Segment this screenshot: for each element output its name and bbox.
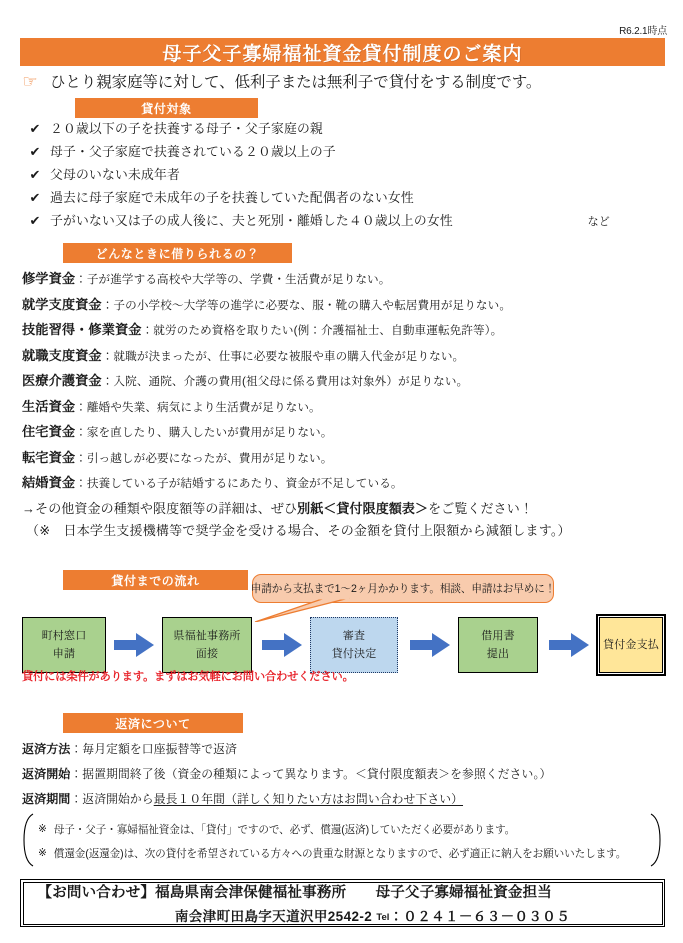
list-item-label: 子がいない又は子の成人後に、夫と死別・離婚した４０歳以上の女性: [50, 213, 453, 228]
flow-step-1: [22, 617, 106, 673]
contact-address: 南会津町田島字天道沢甲2542-2: [174, 909, 373, 924]
list-item-label: 過去に母子家庭で未成年の子を扶養していた配偶者のない女性: [50, 190, 414, 205]
scholarship-note: （※ 日本学生支援機構等で奨学金を受ける場合、その金額を貸付上限額から減額します。）: [26, 523, 571, 538]
list-item-label: 母子・父子家庭で扶養されている２０歳以上の子: [50, 144, 336, 159]
section-header-flow: [63, 570, 248, 590]
fund-name: 医療介護資金: [22, 373, 102, 388]
repayment-details: [22, 740, 677, 815]
fund-desc: ：就職が決まったが、仕事に必要な被服や車の購入代金が足りない。: [101, 349, 465, 363]
eligibility-list: [20, 118, 665, 233]
notice-mark-icon: ※: [38, 847, 47, 859]
flow-step-1-line2: 申請: [52, 647, 76, 660]
repayment-row: [22, 765, 677, 790]
flow-arrow-3-icon: [410, 633, 450, 657]
fund-desc: ：家を直したり、購入したいが費用が足りない。: [75, 426, 333, 439]
flow-step-3-line2: 貸付決定: [331, 647, 377, 660]
fund-row: [22, 447, 677, 473]
fund-desc: ：子が進学する高校や大学等の、学費・生活費が足りない。: [75, 273, 391, 286]
lead-row: [20, 70, 665, 92]
flow-step-5-line1: 貸付金支払: [603, 638, 659, 651]
fund-name: 生活資金: [22, 398, 76, 414]
fund-row: [22, 268, 677, 294]
repayment-label: 返済開始: [22, 767, 71, 781]
flow-arrow-4-icon: [549, 633, 589, 657]
application-flow-chart: [22, 617, 667, 673]
fund-row: [22, 421, 677, 447]
list-item: [20, 118, 665, 141]
contact-tel: ：０２４１－６３－０３０５: [389, 909, 571, 924]
list-item: [20, 164, 665, 187]
flow-step-4-line1: 借用書: [481, 629, 515, 642]
check-icon: ✔: [29, 190, 41, 205]
fund-name: 転宅資金: [22, 449, 76, 465]
flow-step-4: [458, 617, 538, 673]
repayment-value: ：返済開始から: [70, 792, 154, 806]
fund-name: 技能習得・修業資金: [22, 322, 142, 337]
flow-step-1-line1: 町村窓口: [41, 629, 87, 642]
section-header-when-label: どんなときに借りられるの？: [95, 246, 260, 261]
flow-step-2-line1: 県福祉事務所: [173, 629, 241, 642]
fund-row: [22, 472, 677, 498]
section-header-repayment-label: 返済について: [115, 716, 191, 731]
fund-name: 修学資金: [22, 271, 76, 286]
flow-step-2: [162, 617, 252, 673]
fund-name: 住宅資金: [22, 424, 76, 439]
repayment-row: [22, 740, 677, 765]
fund-desc: ：子の小学校～大学等の進学に必要な、服・靴の購入や転居費用が足りない。: [101, 298, 512, 312]
flow-callout-text: 申請から支払まで1～2ヶ月かかります。相談、申請はお早めに！: [250, 583, 556, 595]
contact-office: 【お問い合わせ】福島県南会津保健福祉事務所 母子父子寡婦福祉資金担当: [37, 885, 552, 901]
fund-desc: ：扶養している子が結婚するにあたり、資金が不足している。: [75, 477, 403, 490]
fund-desc: ：離婚や失業、病気により生活費が足りない。: [75, 400, 321, 414]
flow-step-3-line1: 審査: [342, 629, 366, 642]
flow-step-5: [599, 617, 663, 673]
right-brace-icon: [650, 813, 662, 867]
section-header-repayment: [63, 713, 243, 733]
section-header-target-label: 貸付対象: [141, 101, 192, 116]
fund-row: [22, 396, 677, 422]
section-header-target: [75, 98, 258, 118]
notice-mark-icon: ※: [38, 823, 47, 835]
fund-row: [22, 370, 677, 396]
flow-step-3: [310, 617, 398, 673]
see-also-prefix: →その他資金の種類や限度額等の詳細は、ぜひ: [22, 500, 298, 516]
notice-text: 償還金(返還金)は、次の貸付を希望されている方々への貴重な財源となりますので、必ず適正に納入をお願いいたします。: [53, 847, 627, 860]
see-also-emphasis: 別紙＜貸付限度額表＞: [297, 500, 429, 516]
repayment-label: 返済期間: [22, 792, 71, 806]
flow-step-2-line2: 面接: [195, 647, 219, 660]
notice-lines: [38, 817, 648, 865]
fund-name: 就職支度資金: [22, 347, 102, 363]
repayment-value: ：据置期間終了後（資金の種類によって異なります。＜貸付限度額表＞を参照ください。）: [70, 767, 552, 781]
repayment-row: [22, 790, 677, 815]
fund-desc: ：引っ越しが必要になったが、費用が足りない。: [75, 451, 333, 465]
document-title-banner: [20, 38, 665, 66]
flow-arrow-2-icon: [262, 633, 302, 657]
fund-row: [22, 294, 677, 320]
see-also-suffix: をご覧ください！: [428, 500, 533, 516]
section-header-flow-label: 貸付までの流れ: [111, 573, 200, 588]
check-icon: ✔: [29, 121, 41, 136]
fund-type-list: [22, 268, 677, 523]
flow-callout-balloon: [252, 574, 554, 603]
tel-label: Tel: [376, 912, 390, 923]
fund-name: 就学支度資金: [22, 296, 102, 312]
check-icon: ✔: [29, 213, 41, 228]
check-icon: ✔: [29, 167, 41, 182]
contact-box: [20, 879, 665, 927]
fund-name: 結婚資金: [22, 475, 76, 490]
list-item-label: 父母のいない未成年者: [50, 167, 180, 182]
repayment-period-underlined: 最長１０年間（詳しく知りたい方はお問い合わせ下さい）: [153, 792, 464, 806]
contact-box-inner: [23, 882, 663, 925]
repayment-notice-block: [22, 813, 662, 867]
eligibility-tail-note: など: [587, 216, 610, 228]
fund-desc: ：就労のため資格を取りたい(例：介護福祉士、自動車運転免許等）。: [141, 324, 503, 337]
flow-step-4-line2: 提出: [486, 647, 510, 660]
notice-text: 母子・父子・寡婦福祉資金は、「貸付」ですので、必ず、償還(返済)していただく必要があります。: [53, 823, 516, 836]
list-item-label: ２０歳以下の子を扶養する母子・父子家庭の親: [50, 121, 323, 136]
flow-arrow-1-icon: [114, 633, 154, 657]
notice-row: [38, 841, 648, 865]
repayment-label: 返済方法: [22, 742, 71, 756]
document-date-stamp: R6.2.1時点: [619, 26, 667, 37]
list-item: [20, 210, 665, 233]
notice-row: [38, 817, 648, 841]
list-item: [20, 187, 665, 210]
left-brace-icon: [22, 813, 34, 867]
page-title: 母子父子寡婦福祉資金貸付制度のご案内: [162, 43, 523, 65]
contact-address-tel: [175, 905, 570, 925]
fund-desc: ：入院、通院、介護の費用(祖父母に係る費用は対象外）が足りない。: [101, 375, 469, 388]
lead-text: ひとり親家庭等に対して、低利子または無利子で貸付をする制度です。: [50, 74, 542, 91]
check-icon: ✔: [29, 144, 41, 159]
section-header-when: [63, 243, 292, 263]
fund-row: [22, 345, 677, 371]
pointing-hand-icon: ☞: [22, 71, 38, 91]
repayment-value: ：毎月定額を口座振替等で返済: [70, 742, 237, 756]
flow-warning-text: 貸付には条件があります。まずはお気軽にお問い合わせください。: [22, 671, 354, 683]
list-item: [20, 141, 665, 164]
fund-row: [22, 319, 677, 345]
